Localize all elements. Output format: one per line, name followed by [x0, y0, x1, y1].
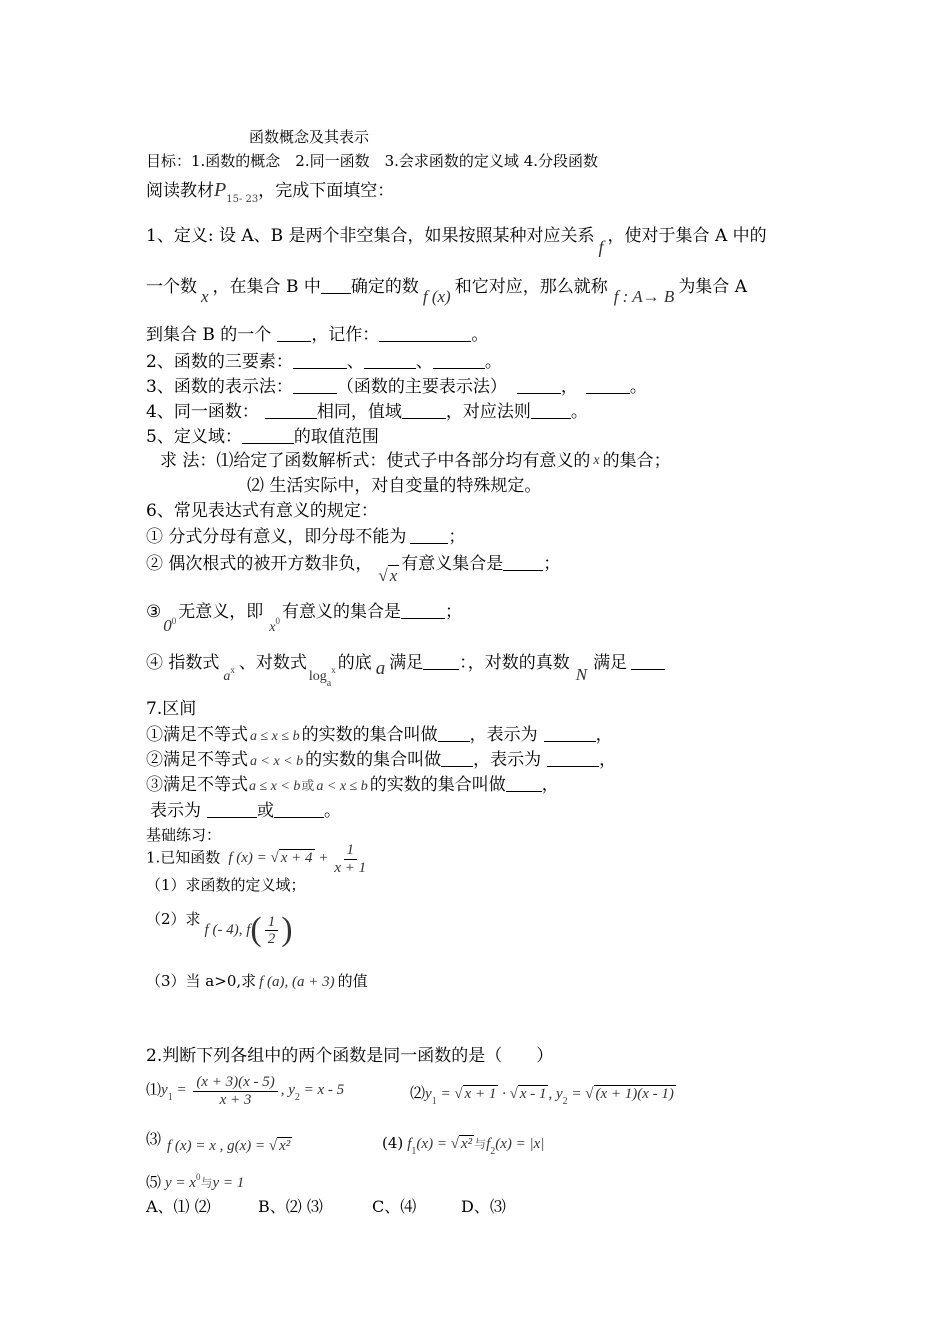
zero-symbol: $0^0$: [163, 616, 177, 635]
period: 。: [629, 377, 647, 397]
choice-c[interactable]: C、⑷: [372, 1197, 417, 1216]
item-text: 4、同一函数：: [146, 402, 259, 422]
textbook-page-symbol: P: [214, 179, 227, 201]
def-f-symbol: f: [598, 237, 604, 257]
interval-3: [146, 774, 559, 796]
option-2: [410, 1084, 676, 1108]
option-3: [146, 1130, 292, 1155]
blank[interactable]: [379, 324, 471, 342]
blank[interactable]: [544, 724, 596, 742]
rule-text: ① 分式分母有意义，即分母不能为: [146, 527, 407, 547]
practice-text: （3）当 a>0,求: [146, 972, 257, 990]
practice-1-sub-3: [146, 972, 368, 991]
function-values: f (- 4), f( $\frac{1}{2}$ ): [204, 911, 293, 949]
reading-instruction: [146, 178, 394, 206]
semicolon: ；: [444, 602, 462, 622]
blank[interactable]: [438, 724, 470, 742]
blank[interactable]: [401, 601, 445, 619]
method-2: ⑵ 生活实际中，对自变量的特殊规定。: [247, 476, 542, 496]
blank[interactable]: [547, 749, 599, 767]
interval-2: [146, 749, 616, 771]
blank[interactable]: [441, 749, 473, 767]
interval-4: [150, 800, 341, 821]
method-text: 的集合；: [602, 451, 671, 471]
method-1: [160, 451, 671, 471]
blank[interactable]: [321, 276, 351, 294]
inequality: a < x < b: [250, 754, 304, 769]
def-text-b: ，使对于集合 A 中的: [607, 226, 767, 246]
blank[interactable]: [433, 351, 485, 369]
blank[interactable]: [274, 800, 324, 818]
N-symbol: N: [575, 665, 588, 684]
def-text-k: 。: [471, 325, 489, 345]
semicolon: ；: [448, 527, 466, 547]
interval-text: 或: [257, 801, 274, 821]
method-x-symbol: x: [593, 453, 600, 468]
blank[interactable]: [503, 553, 543, 571]
learning-goals: 目标：1.函数的概念 2.同一函数 3.会求函数的定义域 4.分段函数: [146, 152, 599, 170]
option-1: [146, 1074, 344, 1108]
period: 。: [570, 402, 588, 422]
item-text: （函数的主要表示法）: [336, 377, 507, 397]
exponential-symbol: ax: [223, 665, 235, 684]
def-text-a: 1、定义: 设 A、B 是两个非空集合，如果按照某种对应关系: [146, 226, 595, 246]
option-number: ⑵: [410, 1084, 426, 1102]
separator: 、: [415, 352, 433, 372]
option-formula: $y = x^0$与y = 1: [165, 1172, 245, 1191]
choice-d[interactable]: D、⑶: [461, 1197, 506, 1216]
function-values: f (a), (a + 3): [259, 974, 335, 990]
rule-text: 、对数式: [238, 653, 307, 673]
blank[interactable]: [364, 351, 416, 369]
interval-1: [146, 724, 613, 746]
def-text-h: 为集合 A: [678, 277, 747, 297]
option-4: [382, 1134, 544, 1158]
interval-text: 的实数的集合叫做: [369, 775, 506, 795]
rule-text: 有意义集合是: [401, 554, 504, 574]
inequality: a ≤ x ≤ b: [250, 729, 300, 744]
item-text: ，对应法则: [445, 402, 531, 422]
option-number: ⑶: [146, 1130, 162, 1148]
inequality: a ≤ x < b: [249, 779, 301, 794]
period: 。: [324, 801, 341, 821]
page-title: 函数概念及其表示: [249, 128, 370, 146]
comma: ，: [595, 725, 613, 745]
definition-line-3: [146, 324, 488, 345]
blank[interactable]: [517, 376, 561, 394]
definition-line-2: [146, 276, 747, 307]
blank[interactable]: [265, 401, 317, 419]
definition-line-1: [146, 226, 767, 259]
option-formula: $f_1(x)$ = √ x² 与$f_2(x) = |x|$: [407, 1136, 545, 1157]
blank[interactable]: [293, 351, 347, 369]
reading-pre: 阅读教材: [146, 181, 214, 201]
item-three-elements: [146, 351, 502, 372]
rule-text: 满足: [593, 653, 628, 673]
option-number: (4): [382, 1134, 404, 1152]
comma: ，: [560, 377, 578, 397]
blank[interactable]: [277, 324, 311, 342]
interval-text: ③满足不等式: [146, 775, 248, 795]
rule-text: ④ 指数式: [146, 653, 220, 673]
practice-1: [146, 842, 372, 876]
practice-text: 的值: [337, 972, 368, 990]
practice-1-sub-1: （1）求函数的定义域；: [146, 876, 306, 894]
x-zero-symbol: x0: [269, 616, 280, 635]
item-text: 2、函数的三要素：: [146, 352, 293, 372]
def-text-j: ，记作：: [311, 325, 380, 345]
practice-text: （2）求: [146, 910, 201, 928]
item-same-function: [146, 401, 588, 422]
item-text: 的取值范围: [293, 427, 379, 447]
interval-text: ，表示为: [469, 725, 538, 745]
blank[interactable]: [506, 774, 542, 792]
rule-text: ：，对数的真数: [459, 653, 570, 673]
blank[interactable]: [423, 652, 459, 670]
option-formula: $y_1$ = $\frac{(x + 3)(x - 5)}{x + 3}$ , $y_2 = x - 5$: [161, 1074, 345, 1108]
sqrt-x: √ x: [378, 566, 398, 585]
def-map-symbol: f : A→ B: [613, 287, 675, 306]
blank[interactable]: [410, 526, 448, 544]
def-text-c: 一个数: [146, 277, 197, 297]
comma: ，: [599, 750, 617, 770]
interval-text: 表示为: [150, 801, 201, 821]
item-representation: [146, 376, 647, 397]
separator: 、: [346, 352, 364, 372]
def-text-i: 到集合 B 的一个: [146, 325, 272, 345]
item-text: 3、函数的表示法：: [146, 377, 293, 397]
blank[interactable]: [207, 800, 257, 818]
interval-text: ②满足不等式: [146, 750, 248, 770]
inequality: a < x ≤ b: [316, 779, 368, 794]
blank[interactable]: [586, 376, 630, 394]
interval-text: ①满足不等式: [146, 725, 248, 745]
interval-text: 的实数的集合叫做: [301, 725, 438, 745]
rule-3: [146, 601, 462, 637]
reading-post: ，完成下面填空：: [258, 181, 395, 201]
option-formula: $y_1$ = √ x + 1 · √ x - 1 , $y_2$ = √ (x + 1)(x - 1): [425, 1086, 674, 1107]
or-text: 或: [301, 779, 315, 794]
def-text-d: ，在集合 B 中: [212, 277, 321, 297]
blank[interactable]: [402, 401, 446, 419]
def-x-symbol: x: [201, 287, 209, 306]
option-formula: f (x) = x , g(x) = √ x²: [167, 1138, 291, 1154]
rule-text: ② 偶次根式的被开方数非负，: [146, 554, 373, 574]
textbook-page-range: 15- 23: [226, 194, 259, 205]
item-domain: [146, 426, 379, 447]
interval-heading: 7.区间: [146, 699, 197, 719]
question-2-stem: 2.判断下列各组中的两个函数是同一函数的是（ ）: [146, 1046, 554, 1066]
base-a-symbol: a: [375, 658, 386, 679]
rule-text: 无意义，即: [178, 602, 264, 622]
practice-1-sub-2: [146, 910, 293, 951]
item-common-rules: 6、常见表达式有意义的规定：: [146, 501, 378, 521]
comma: ，: [541, 775, 559, 795]
def-text-g: 和它对应，那么就称: [454, 277, 608, 297]
choice-b[interactable]: B、⑵ ⑶: [258, 1197, 323, 1216]
option-number: ⑸: [146, 1173, 162, 1191]
rule-4: [146, 652, 665, 690]
def-text-e: 确定的数: [350, 277, 419, 297]
rule-text: 有意义的集合是: [281, 602, 401, 622]
method-text: 求 法：⑴给定了函数解析式：使式子中各部分均有意义的: [160, 451, 591, 471]
blank[interactable]: [531, 401, 571, 419]
def-fx-symbol: f (x): [422, 287, 451, 306]
rule-text: 满足: [389, 653, 424, 673]
blank[interactable]: [631, 652, 665, 670]
log-symbol: logax: [308, 665, 336, 689]
rule-text: 的底: [337, 653, 372, 673]
item-text: 相同，值域: [316, 402, 402, 422]
interval-text: 的实数的集合叫做: [305, 750, 442, 770]
rule-1: [146, 526, 465, 547]
item-text: 5、定义域：: [146, 427, 242, 447]
rule-text: ③: [146, 602, 162, 622]
option-5: [146, 1172, 244, 1192]
practice-heading: 基础练习：: [146, 826, 222, 844]
interval-text: ，表示为: [473, 750, 542, 770]
rule-2: [146, 553, 560, 586]
practice-text: 1.已知函数: [146, 848, 221, 867]
semicolon: ；: [543, 554, 561, 574]
period: 。: [484, 352, 502, 372]
choice-a[interactable]: A、⑴ ⑵: [146, 1197, 211, 1216]
function-formula: f (x) = √ x + 4 + $\frac{1}{x + 1}$: [228, 842, 367, 876]
option-number: ⑴: [146, 1080, 162, 1099]
blank[interactable]: [242, 426, 294, 444]
blank[interactable]: [293, 376, 337, 394]
